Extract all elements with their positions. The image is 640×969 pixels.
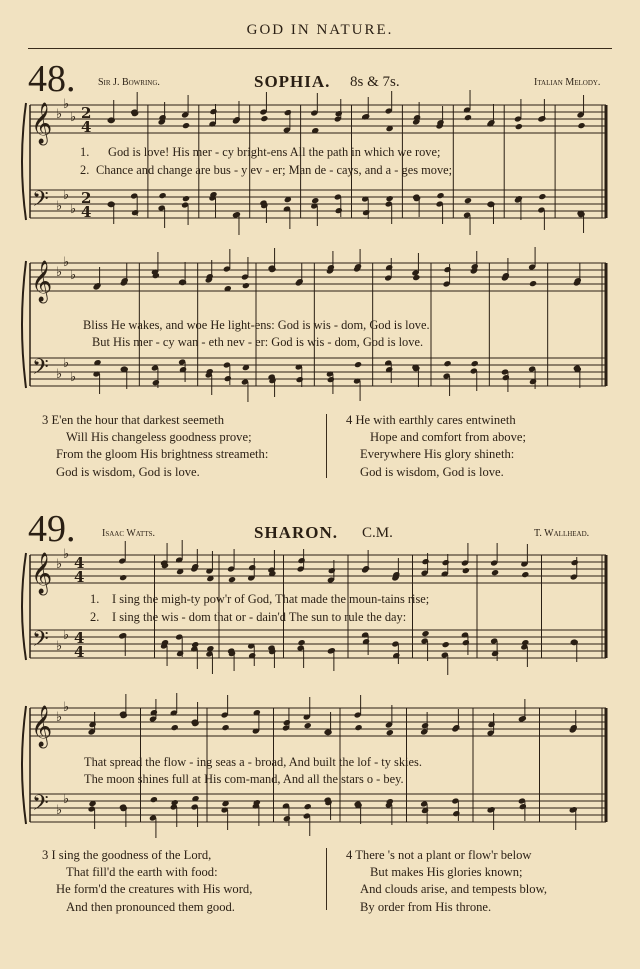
note-head bbox=[182, 122, 190, 129]
brace bbox=[22, 261, 26, 388]
note-head bbox=[296, 376, 304, 383]
note-head bbox=[521, 639, 529, 646]
note-head bbox=[311, 197, 319, 204]
note-head bbox=[328, 567, 336, 574]
bass-clef-icon: 𝄢 bbox=[32, 355, 49, 385]
note-head bbox=[284, 109, 292, 116]
note-head bbox=[335, 110, 343, 117]
note-head bbox=[354, 361, 362, 368]
hymn-author: Isaac Watts. bbox=[102, 528, 155, 539]
note-head bbox=[443, 266, 451, 273]
note-head bbox=[224, 375, 232, 382]
lyric-line: The moon shines full at His com-mand, And all the stars o - bey. bbox=[84, 772, 404, 786]
flat-sign: ♭ bbox=[56, 367, 63, 382]
note-head bbox=[413, 114, 421, 121]
verse-left bbox=[42, 847, 252, 916]
note-head bbox=[421, 722, 429, 729]
brace bbox=[22, 706, 26, 824]
hymn-number: 48. bbox=[28, 58, 76, 100]
verse-line: There 's not a plant or flow'r below bbox=[355, 848, 532, 862]
verse-number: 3 bbox=[42, 413, 49, 427]
composer: Italian Melody. bbox=[534, 77, 601, 88]
verse-line: That fill'd the earth with food: bbox=[66, 865, 218, 880]
time-signature: 4 bbox=[81, 203, 92, 221]
note-head bbox=[443, 360, 451, 367]
note-head bbox=[521, 571, 529, 578]
verse-divider bbox=[326, 414, 327, 478]
note-head bbox=[335, 207, 343, 214]
verse-line: He with earthly cares entwineth bbox=[355, 413, 516, 427]
time-signature: 4 bbox=[74, 568, 85, 586]
note-head bbox=[571, 559, 579, 566]
treble-clef-icon: 𝄞 bbox=[31, 261, 53, 302]
note-head bbox=[159, 192, 167, 199]
note-head bbox=[327, 376, 335, 383]
note-head bbox=[283, 719, 291, 726]
note-head bbox=[502, 374, 510, 381]
verse-line: Everywhere His glory shineth: bbox=[360, 447, 515, 462]
time-signature: 4 bbox=[81, 118, 92, 136]
verse-line: E'en the hour that darkest seemeth bbox=[51, 413, 225, 427]
note-head bbox=[209, 108, 217, 115]
lyric-line: But His mer - cy wan - eth nev - er: God is wis - dom, God is love. bbox=[92, 335, 424, 349]
note-head bbox=[182, 195, 190, 202]
note-head bbox=[242, 282, 250, 289]
note-head bbox=[386, 729, 394, 736]
flat-sign: ♭ bbox=[63, 188, 70, 203]
note-head bbox=[471, 360, 479, 367]
time-signature: 2 bbox=[81, 104, 92, 122]
note-head bbox=[515, 123, 523, 130]
hymn-number: 49. bbox=[28, 508, 76, 550]
note-head bbox=[471, 263, 479, 270]
flat-sign: ♭ bbox=[63, 97, 70, 112]
flat-sign: ♭ bbox=[70, 370, 77, 385]
flat-sign: ♭ bbox=[56, 639, 63, 654]
lyric-line: Bliss He wakes, and woe He light-ens: God is wis - dom, God is love. bbox=[83, 318, 430, 332]
flat-sign: ♭ bbox=[63, 356, 70, 371]
note-head bbox=[159, 114, 167, 121]
note-head bbox=[171, 724, 179, 731]
meter: 8s & 7s. bbox=[350, 74, 400, 90]
verse-right bbox=[346, 412, 526, 481]
time-signature: 4 bbox=[74, 643, 85, 661]
note-head bbox=[442, 641, 450, 648]
flat-sign: ♭ bbox=[70, 202, 77, 217]
note-head bbox=[362, 209, 370, 216]
note-head bbox=[421, 630, 429, 637]
verse-line: He form'd the creatures with His word, bbox=[56, 882, 253, 897]
lyric-line: Chance and change are bus - y ev - er; Man de - cays, and a - ges move; bbox=[96, 163, 453, 177]
bass-clef-icon: 𝄢 bbox=[32, 791, 49, 821]
note-head bbox=[304, 722, 312, 729]
note-head bbox=[171, 799, 179, 806]
note-head bbox=[248, 564, 256, 571]
flat-sign: ♭ bbox=[63, 792, 70, 807]
brace bbox=[22, 103, 26, 220]
flat-sign: ♭ bbox=[56, 265, 63, 280]
note-head bbox=[191, 641, 199, 648]
time-signature: 4 bbox=[74, 629, 85, 647]
verse-line: By order from His throne. bbox=[360, 899, 492, 914]
flat-sign: ♭ bbox=[56, 107, 63, 122]
note-head bbox=[462, 639, 470, 646]
verse-right bbox=[346, 847, 547, 916]
note-head bbox=[386, 195, 394, 202]
lyric-number: 2. bbox=[80, 163, 90, 177]
flat-sign: ♭ bbox=[56, 199, 63, 214]
meter: C.M. bbox=[362, 525, 393, 541]
note-head bbox=[464, 197, 472, 204]
verse-number: 4 bbox=[346, 848, 353, 862]
note-head bbox=[538, 193, 546, 200]
tune-name: SHARON. bbox=[254, 523, 338, 542]
lyric-line: That spread the flow - ing seas a - broad, And built the lof - ty skies. bbox=[84, 755, 422, 769]
verse-left bbox=[42, 412, 268, 481]
note-head bbox=[442, 559, 450, 566]
hymn-author: Sir J. Bowring. bbox=[98, 77, 160, 88]
bass-clef-icon: 𝄢 bbox=[32, 187, 49, 217]
flat-sign: ♭ bbox=[63, 700, 70, 715]
verse-line: Hope and comfort from above; bbox=[370, 430, 526, 445]
note-head bbox=[436, 192, 444, 199]
composer: T. Wallhead. bbox=[534, 528, 590, 539]
verse-line: And clouds arise, and tempests blow, bbox=[360, 882, 548, 897]
note-head bbox=[491, 569, 499, 576]
note-head bbox=[298, 639, 306, 646]
note-head bbox=[304, 803, 312, 810]
lyric-number: 1. bbox=[90, 592, 100, 606]
flat-sign: ♭ bbox=[56, 557, 63, 572]
verse-line: Will His changeless goodness prove; bbox=[66, 430, 252, 445]
note-head bbox=[577, 122, 585, 129]
note-head bbox=[150, 796, 158, 803]
verse-number: 3 bbox=[42, 848, 49, 862]
verse-line: From the gloom His brightness streameth: bbox=[56, 447, 269, 462]
note-head bbox=[421, 558, 429, 565]
flat-sign: ♭ bbox=[63, 628, 70, 643]
note-head bbox=[462, 567, 470, 574]
note-head bbox=[355, 724, 363, 731]
note-head bbox=[260, 115, 268, 122]
verse-line: I sing the goodness of the Lord, bbox=[51, 848, 212, 862]
note-head bbox=[519, 803, 527, 810]
flat-sign: ♭ bbox=[63, 547, 70, 562]
note-head bbox=[131, 209, 139, 216]
note-head bbox=[119, 574, 127, 581]
lyric-number: 2. bbox=[90, 610, 100, 624]
verse-line: And then pronounced them good. bbox=[66, 899, 235, 914]
note-head bbox=[464, 114, 472, 121]
brace bbox=[22, 553, 26, 660]
flat-sign: ♭ bbox=[70, 110, 77, 125]
lyric-line: I sing the migh-ty pow'r of God, That made the moun-tains rise; bbox=[112, 592, 430, 606]
treble-clef-icon: 𝄞 bbox=[31, 553, 53, 594]
verse-line: God is wisdom, God is love. bbox=[56, 464, 200, 479]
lyric-line: God is love! His mer - cy bright-ens All the path in which we rove; bbox=[108, 145, 441, 159]
bass-clef-icon: 𝄢 bbox=[32, 627, 49, 657]
note-head bbox=[222, 724, 230, 731]
note-head bbox=[298, 557, 306, 564]
note-head bbox=[152, 379, 160, 386]
verse-line: God is wisdom, God is love. bbox=[360, 464, 504, 479]
note-head bbox=[228, 576, 236, 583]
verse-line: But makes His glories known; bbox=[370, 865, 523, 880]
lyric-number: 1. bbox=[80, 145, 90, 159]
note-head bbox=[283, 815, 291, 822]
verse-divider bbox=[326, 848, 327, 910]
page-header: GOD IN NATURE. bbox=[246, 22, 394, 38]
lyric-line: I sing the wis - dom that or - dain'd The sun to rule the day: bbox=[112, 610, 407, 624]
flat-sign: ♭ bbox=[56, 710, 63, 725]
treble-clef-icon: 𝄞 bbox=[31, 706, 53, 747]
note-head bbox=[529, 280, 537, 287]
flat-sign: ♭ bbox=[70, 268, 77, 283]
verse-number: 4 bbox=[346, 413, 353, 427]
treble-clef-icon: 𝄞 bbox=[31, 103, 53, 144]
note-head bbox=[452, 810, 460, 817]
time-signature: 2 bbox=[81, 189, 92, 207]
tune-name: SOPHIA. bbox=[254, 72, 331, 91]
flat-sign: ♭ bbox=[56, 803, 63, 818]
flat-sign: ♭ bbox=[63, 255, 70, 270]
time-signature: 4 bbox=[74, 554, 85, 572]
